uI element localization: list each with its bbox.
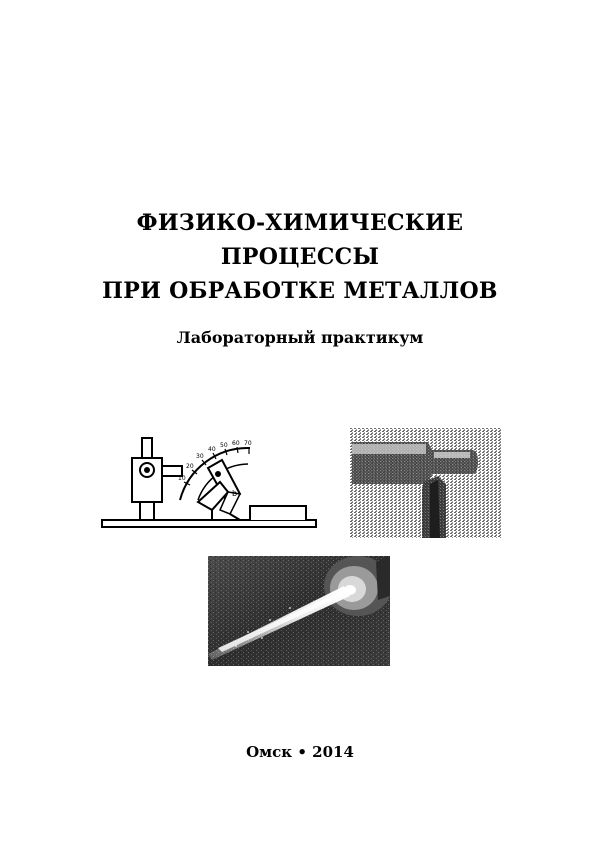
gauge-scale-label: 40 [208,446,216,453]
gauge-point-label: b [232,489,238,498]
gauge-scale-label: 50 [220,442,228,449]
spark-stream-photo [208,556,390,666]
gauge-scale-label: 60 [232,440,240,447]
gauge-scale-label: 10 [178,475,186,482]
gauge-scale-label: 70 [244,440,252,447]
title-line-3: ПРИ ОБРАБОТКЕ МЕТАЛЛОВ [102,278,498,304]
title-line-1: ФИЗИКО-ХИМИЧЕСКИЕ [136,210,464,236]
gauge-scale-label: 30 [196,453,204,460]
book-title [0,206,600,308]
title-line-2: ПРОЦЕССЫ [220,244,380,270]
turning-tool-photo [350,428,502,538]
angle-gauge-illustration [100,430,318,534]
gauge-scale-label: 20 [186,463,194,470]
book-subtitle: Лабораторный практикум [176,328,424,347]
publication-imprint: Омск • 2014 [246,743,354,761]
